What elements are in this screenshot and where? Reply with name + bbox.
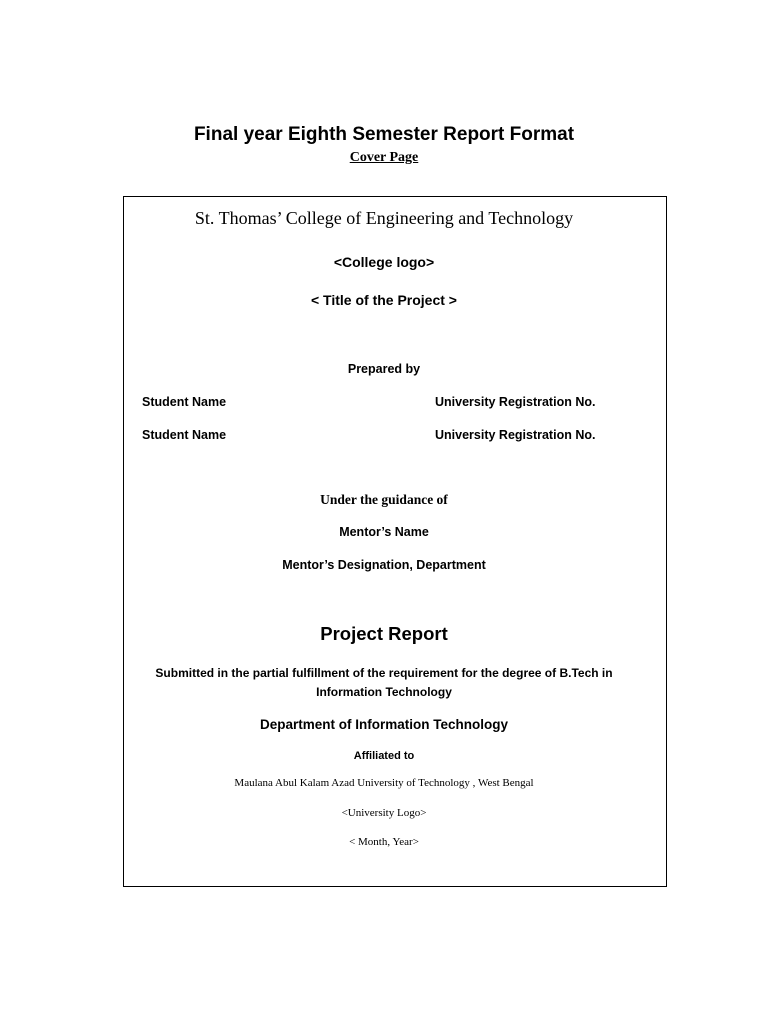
student-name: Student Name — [142, 395, 227, 409]
submission-statement-line-2: Information Technology — [316, 685, 452, 699]
affiliated-to-label: Affiliated to — [353, 750, 415, 762]
department-name: Department of Information Technology — [259, 717, 508, 732]
student-registration: University Registration No. — [435, 428, 596, 442]
project-report-heading: Project Report — [320, 623, 448, 644]
cover-page-subtitle: Cover Page — [349, 150, 419, 165]
student-registration: University Registration No. — [435, 395, 596, 409]
month-year-placeholder: < Month, Year> — [349, 836, 419, 848]
guidance-label: Under the guidance of — [320, 492, 448, 507]
university-name: Maulana Abul Kalam Azad University of Technology , West Bengal — [234, 777, 534, 789]
mentor-name: Mentor’s Name — [339, 525, 429, 539]
student-name: Student Name — [142, 428, 227, 442]
mentor-designation: Mentor’s Designation, Department — [282, 558, 486, 572]
college-name: St. Thomas’ College of Engineering and Technology — [194, 208, 574, 228]
university-logo-placeholder: <University Logo> — [341, 807, 427, 819]
document-title: Final year Eighth Semester Report Format — [193, 124, 575, 145]
college-logo-placeholder: <College logo> — [333, 254, 435, 270]
submission-statement-line-1: Submitted in the partial fulfillment of the requirement for the degree of B.Tech in — [155, 666, 613, 680]
prepared-by-label: Prepared by — [347, 362, 421, 376]
project-title-placeholder: < Title of the Project > — [310, 292, 457, 308]
